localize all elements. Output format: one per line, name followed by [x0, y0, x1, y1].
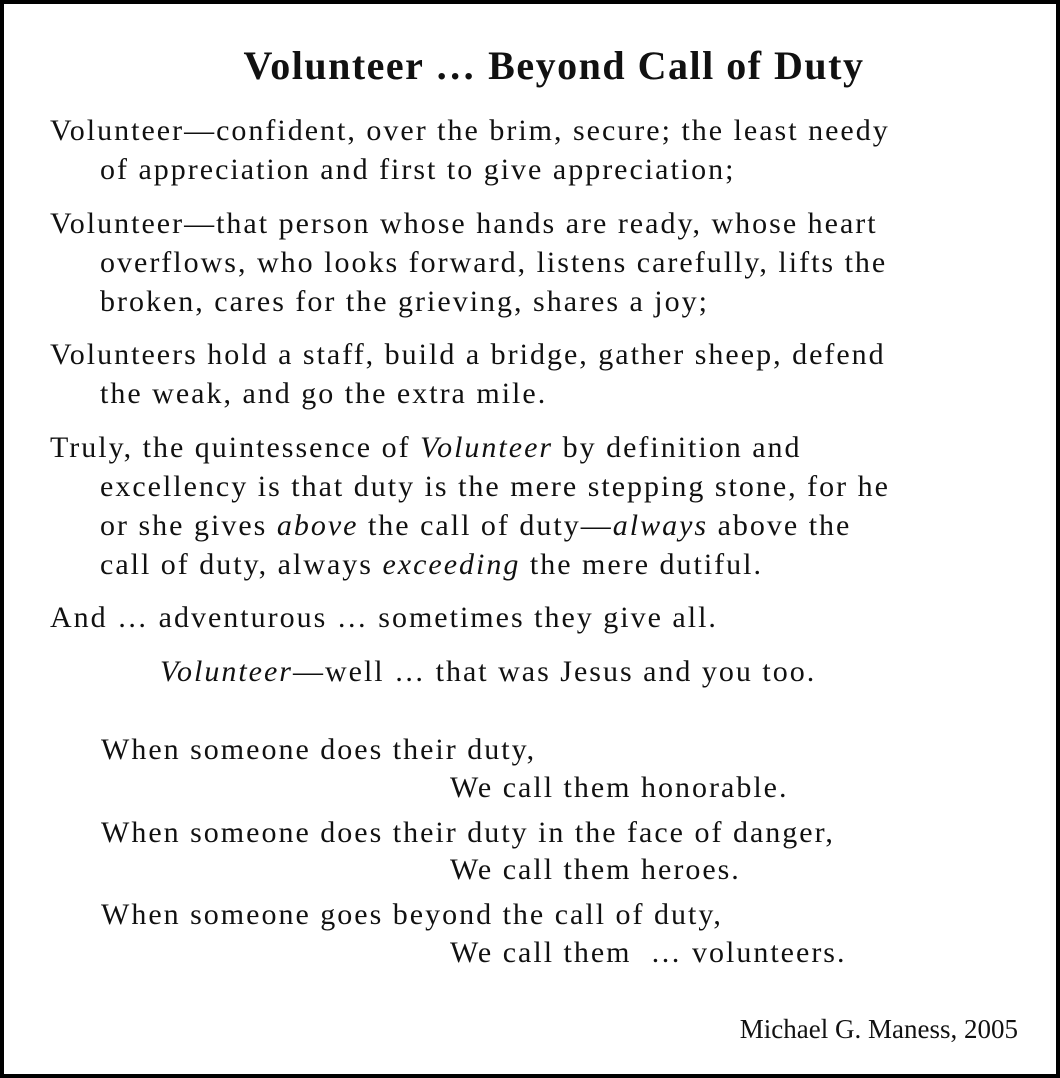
stanza-line: overflows, who looks forward, listens carefully, lifts the: [100, 246, 888, 279]
stanza-emphasis: always: [612, 509, 709, 542]
verse-reply-line: We call them honorable.: [450, 771, 789, 804]
stanza-line: Volunteers hold a staff, build a bridge, gather sheep, defend: [50, 338, 886, 371]
stanza-line: And … adventurous … sometimes they give all.: [50, 601, 718, 634]
verse-lead-line: When someone does their duty in the face of danger,: [101, 816, 835, 849]
stanza-line: excellency is that duty is the mere stepping stone, for he: [100, 470, 890, 503]
stanza-line: of appreciation and first to give appreciation;: [100, 153, 736, 186]
stanza-line: Volunteer—that person whose hands are ready, whose heart: [50, 207, 878, 240]
stanza-text: the mere dutiful.: [520, 548, 764, 581]
stanza-text: the call of duty—: [358, 509, 613, 542]
stanza-emphasis: exceeding: [382, 548, 521, 581]
stanza-emphasis: above: [276, 509, 359, 542]
stanza-line: the weak, and go the extra mile.: [100, 377, 548, 410]
stanza-1: [50, 111, 1030, 189]
stanza-text: Truly, the quintessence of: [50, 431, 421, 464]
closing-line: [160, 652, 816, 691]
stanza-line: [50, 545, 1030, 584]
verse-reply-line: We call them … volunteers.: [450, 936, 847, 969]
stanza-line: Volunteer—confident, over the brim, secure; the least needy: [50, 114, 890, 147]
stanza-text: by definition and: [553, 431, 802, 464]
stanza-line: broken, cares for the grieving, shares a joy;: [100, 285, 709, 318]
stanza-4: [50, 428, 1030, 584]
verse-lead-line: When someone goes beyond the call of duty,: [101, 898, 723, 931]
stanza-5: [50, 598, 1030, 637]
poem-title: Volunteer … Beyond Call of Duty: [243, 43, 865, 88]
verse-lead-line: When someone does their duty,: [101, 733, 537, 766]
author-signature: Michael G. Maness, 2005: [739, 1014, 1018, 1044]
closing-emphasis: Volunteer: [160, 655, 293, 688]
stanza-2: [50, 204, 1030, 321]
stanza-3: [50, 335, 1030, 413]
stanza-emphasis: Volunteer: [420, 431, 554, 464]
stanza-text: or she gives: [100, 509, 277, 542]
stanza-text: above the: [708, 509, 852, 542]
closing-text: —well … that was Jesus and you too.: [292, 655, 817, 688]
stanza-line: [50, 428, 1030, 467]
stanza-line: [50, 506, 1030, 545]
verse-reply-line: We call them heroes.: [450, 853, 741, 886]
stanza-text: call of duty, always: [100, 548, 383, 581]
